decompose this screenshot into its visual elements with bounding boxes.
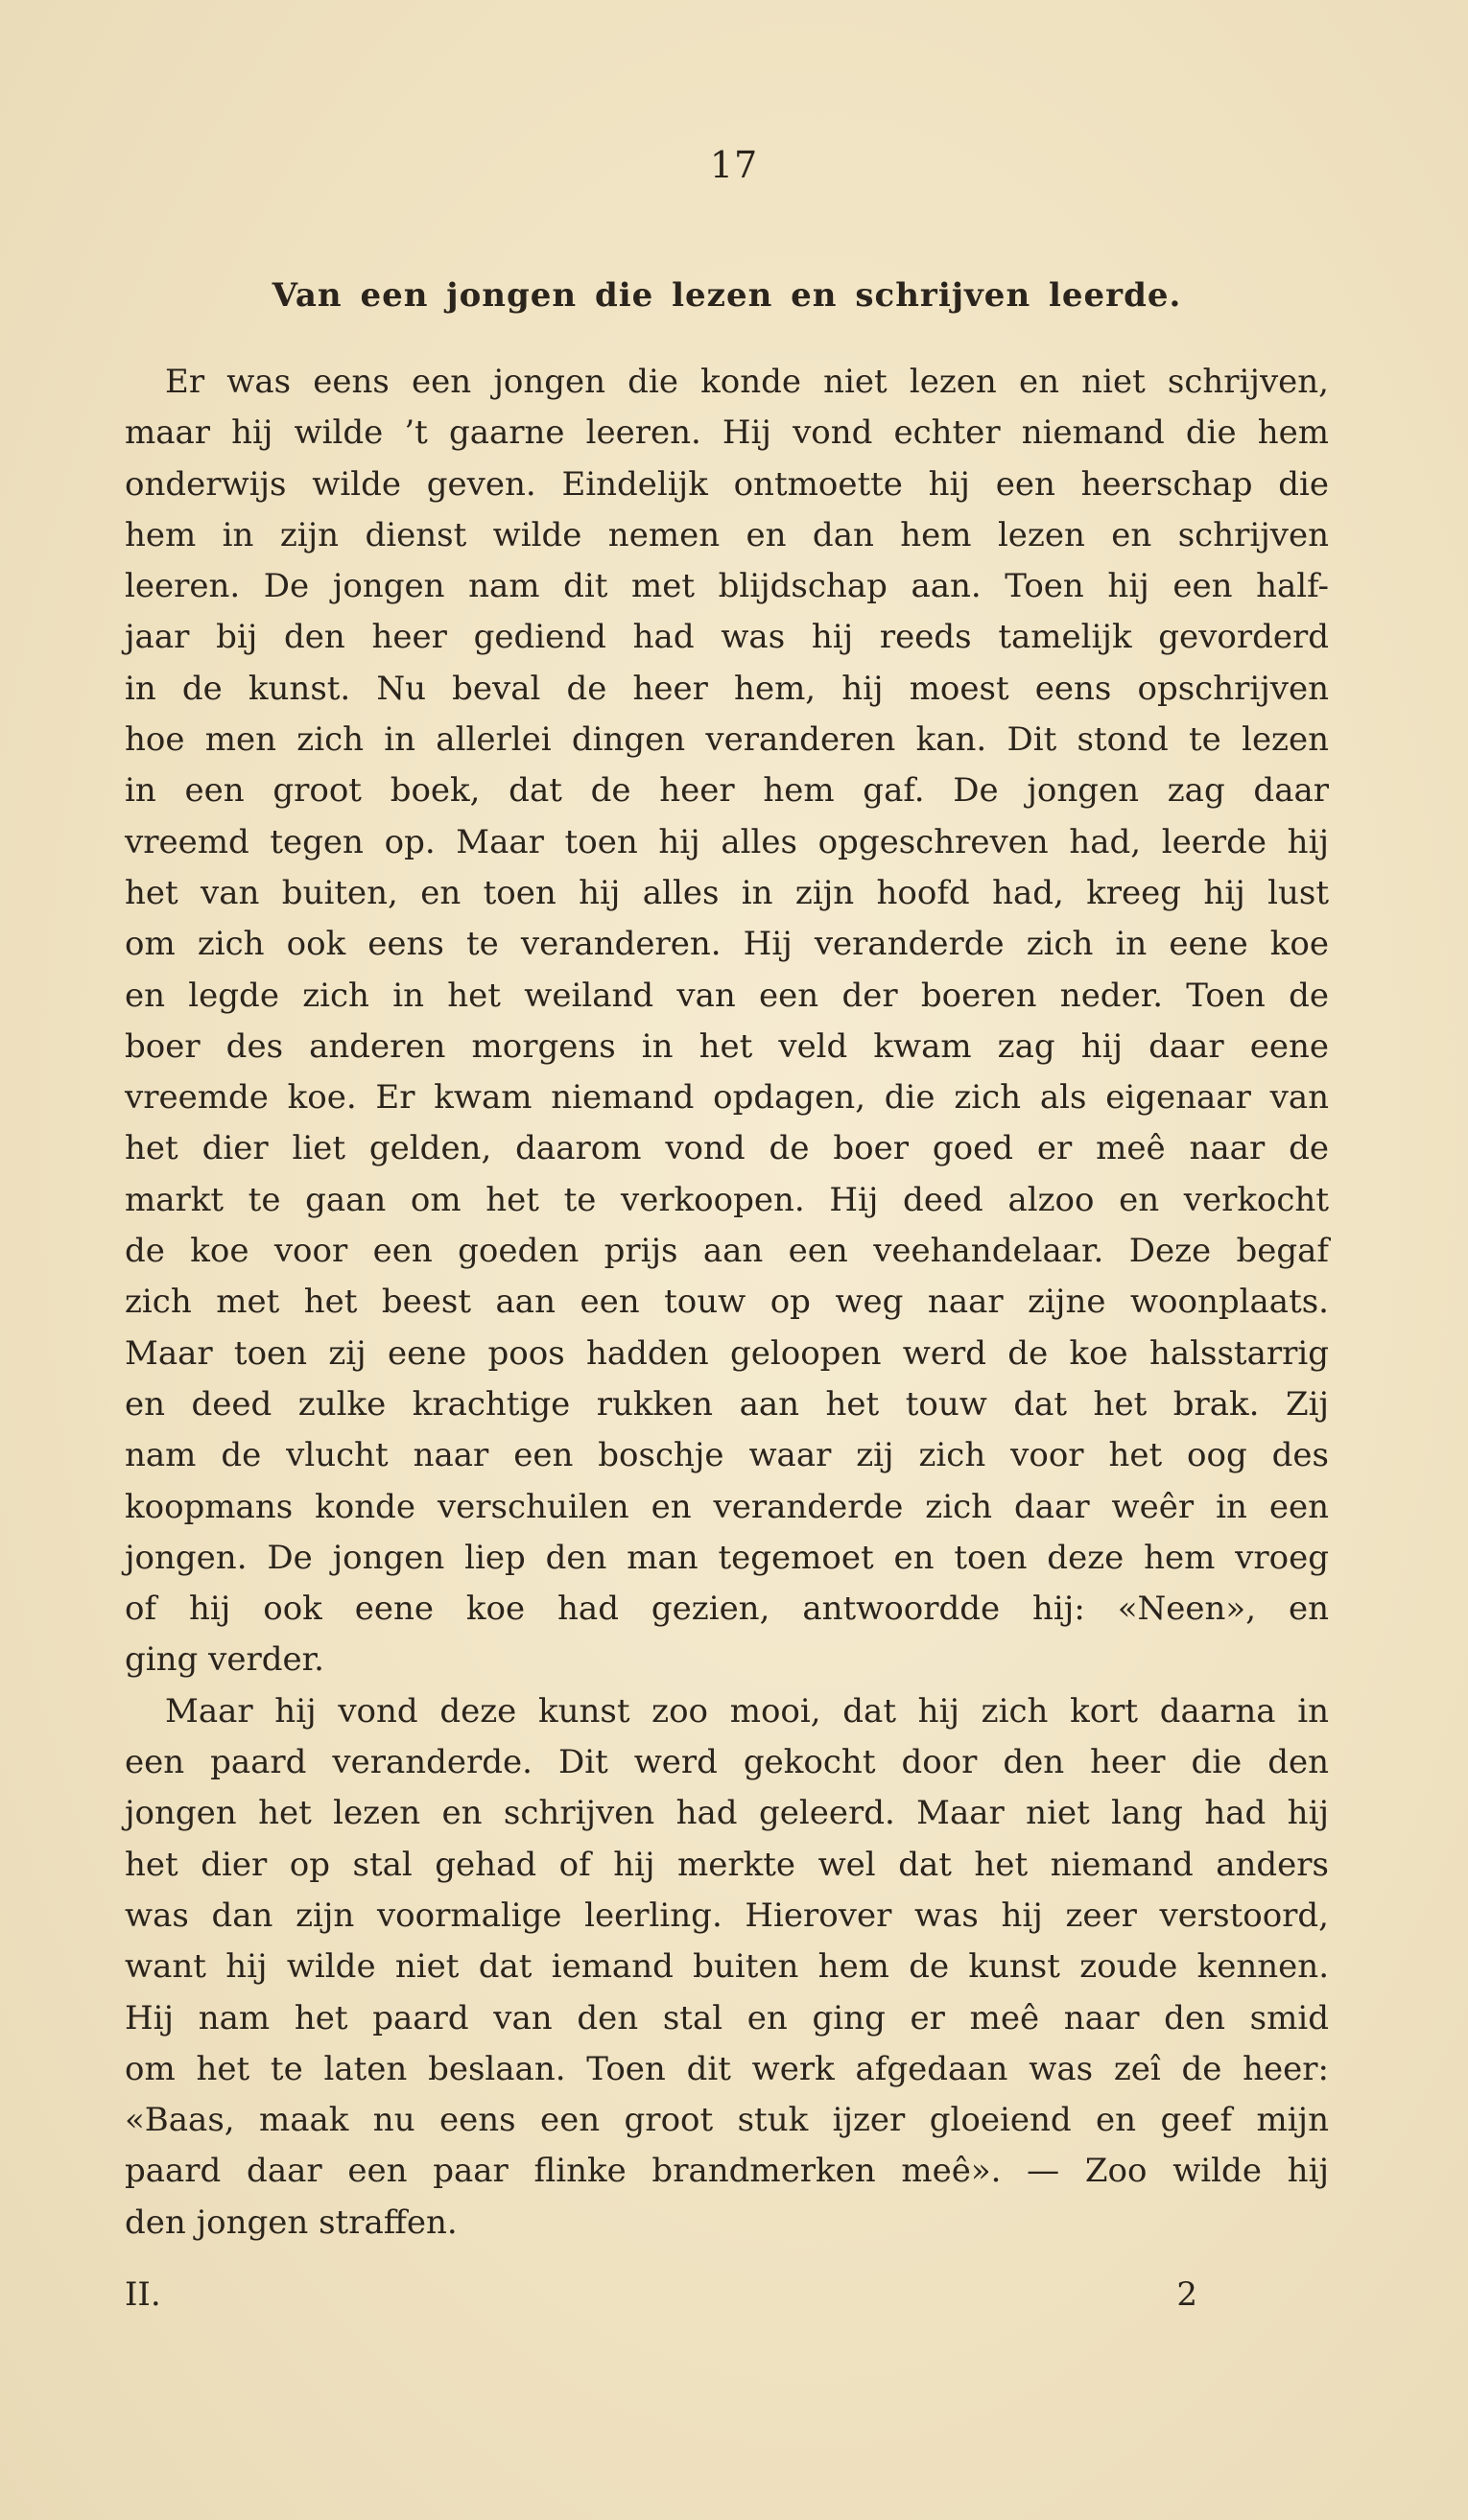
text-line: zich met het beest aan een touw op weg naar zijne woonplaats. <box>125 1283 1329 1322</box>
text-line: en legde zich in het weiland van een der boeren neder. Toen de <box>125 976 1329 1015</box>
text-line: de koe voor een goeden prijs aan een veehandelaar. Deze begaf <box>125 1232 1329 1271</box>
text-line: ging verder. <box>125 1640 324 1680</box>
text-line: Maar hij vond deze kunst zoo mooi, dat hij zich kort daarna in <box>165 1691 1329 1731</box>
text-line: en deed zulke krachtige rukken aan het touw dat het brak. Zij <box>125 1384 1329 1424</box>
text-line: leeren. De jongen nam dit met blijdschap aan. Toen hij een half- <box>125 567 1329 606</box>
text-line: het dier op stal gehad of hij merkte wel dat het niemand anders <box>125 1845 1329 1884</box>
sheet-number: 2 <box>1176 2275 1197 2314</box>
text-line: «Baas, maak nu eens een groot stuk ijzer gloeiend en geef mijn <box>125 2101 1329 2140</box>
text-line: hem in zijn dienst wilde nemen en dan hem lezen en schrijven <box>125 515 1329 554</box>
text-line: want hij wilde niet dat iemand buiten hem de kunst zoude kennen. <box>125 1947 1329 1987</box>
text-line: het dier liet gelden, daarom vond de boer goed er meê naar de <box>125 1129 1329 1168</box>
text-line: nam de vlucht naar een boschje waar zij zich voor het oog des <box>125 1436 1329 1475</box>
text-line: vreemd tegen op. Maar toen hij alles opgeschreven had, leerde hij <box>125 822 1329 861</box>
text-line: in de kunst. Nu beval de heer hem, hij moest eens opschrijven <box>125 669 1329 708</box>
text-line: koopmans konde verschuilen en veranderde zich daar weêr in een <box>125 1487 1329 1526</box>
text-line: hoe men zich in allerlei dingen veranderen kan. Dit stond te lezen <box>125 720 1329 760</box>
text-line: den jongen straffen. <box>125 2202 458 2242</box>
story-title: Van een jongen die lezen en schrijven leerde. <box>272 276 1182 315</box>
text-line: om zich ook eens te veranderen. Hij veranderde zich in eene koe <box>125 925 1329 964</box>
text-line: Er was eens een jongen die konde niet lezen en niet schrijven, <box>165 363 1329 401</box>
text-line: Hij nam het paard van den stal en ging er meê naar den smid <box>125 1998 1329 2037</box>
text-line: onderwijs wilde geven. Eindelijk ontmoette hij een heerschap die <box>125 464 1329 504</box>
text-line: jongen. De jongen liep den man tegemoet en toen deze hem vroeg <box>125 1538 1329 1577</box>
text-line: in een groot boek, dat de heer hem gaf. De jongen zag daar <box>125 771 1329 811</box>
text-line: jaar bij den heer gediend had was hij reeds tamelijk gevorderd <box>125 618 1329 657</box>
story-body <box>125 357 1329 2249</box>
signature-mark: II. <box>125 2275 161 2314</box>
text-line: Maar toen zij eene poos hadden geloopen werd de koe halsstarrig <box>125 1333 1329 1373</box>
text-line: paard daar een paar flinke brandmerken meê». — Zoo wilde hij <box>125 2152 1329 2191</box>
text-line: jongen het lezen en schrijven had geleerd. Maar niet lang had hij <box>125 1794 1329 1833</box>
text-line: markt te gaan om het te verkoopen. Hij deed alzoo en verkocht <box>125 1180 1329 1219</box>
page-number: 17 <box>709 144 759 186</box>
text-line: boer des anderen morgens in het veld kwam zag hij daar eene <box>125 1026 1329 1066</box>
text-line: vreemde koe. Er kwam niemand opdagen, die zich als eigenaar van <box>125 1078 1329 1118</box>
text-line: of hij ook eene koe had gezien, antwoordde hij: «Neen», en <box>125 1590 1329 1629</box>
text-line: was dan zijn voormalige leerling. Hierover was hij zeer verstoord, <box>125 1896 1329 1935</box>
text-line: om het te laten beslaan. Toen dit werk afgedaan was zeî de heer: <box>125 2049 1329 2088</box>
text-line: het van buiten, en toen hij alles in zijn hoofd had, kreeg hij lust <box>125 873 1329 912</box>
text-line: maar hij wilde ’t gaarne leeren. Hij vond echter niemand die hem <box>125 413 1329 453</box>
text-line: een paard veranderde. Dit werd gekocht door den heer die den <box>125 1743 1329 1782</box>
